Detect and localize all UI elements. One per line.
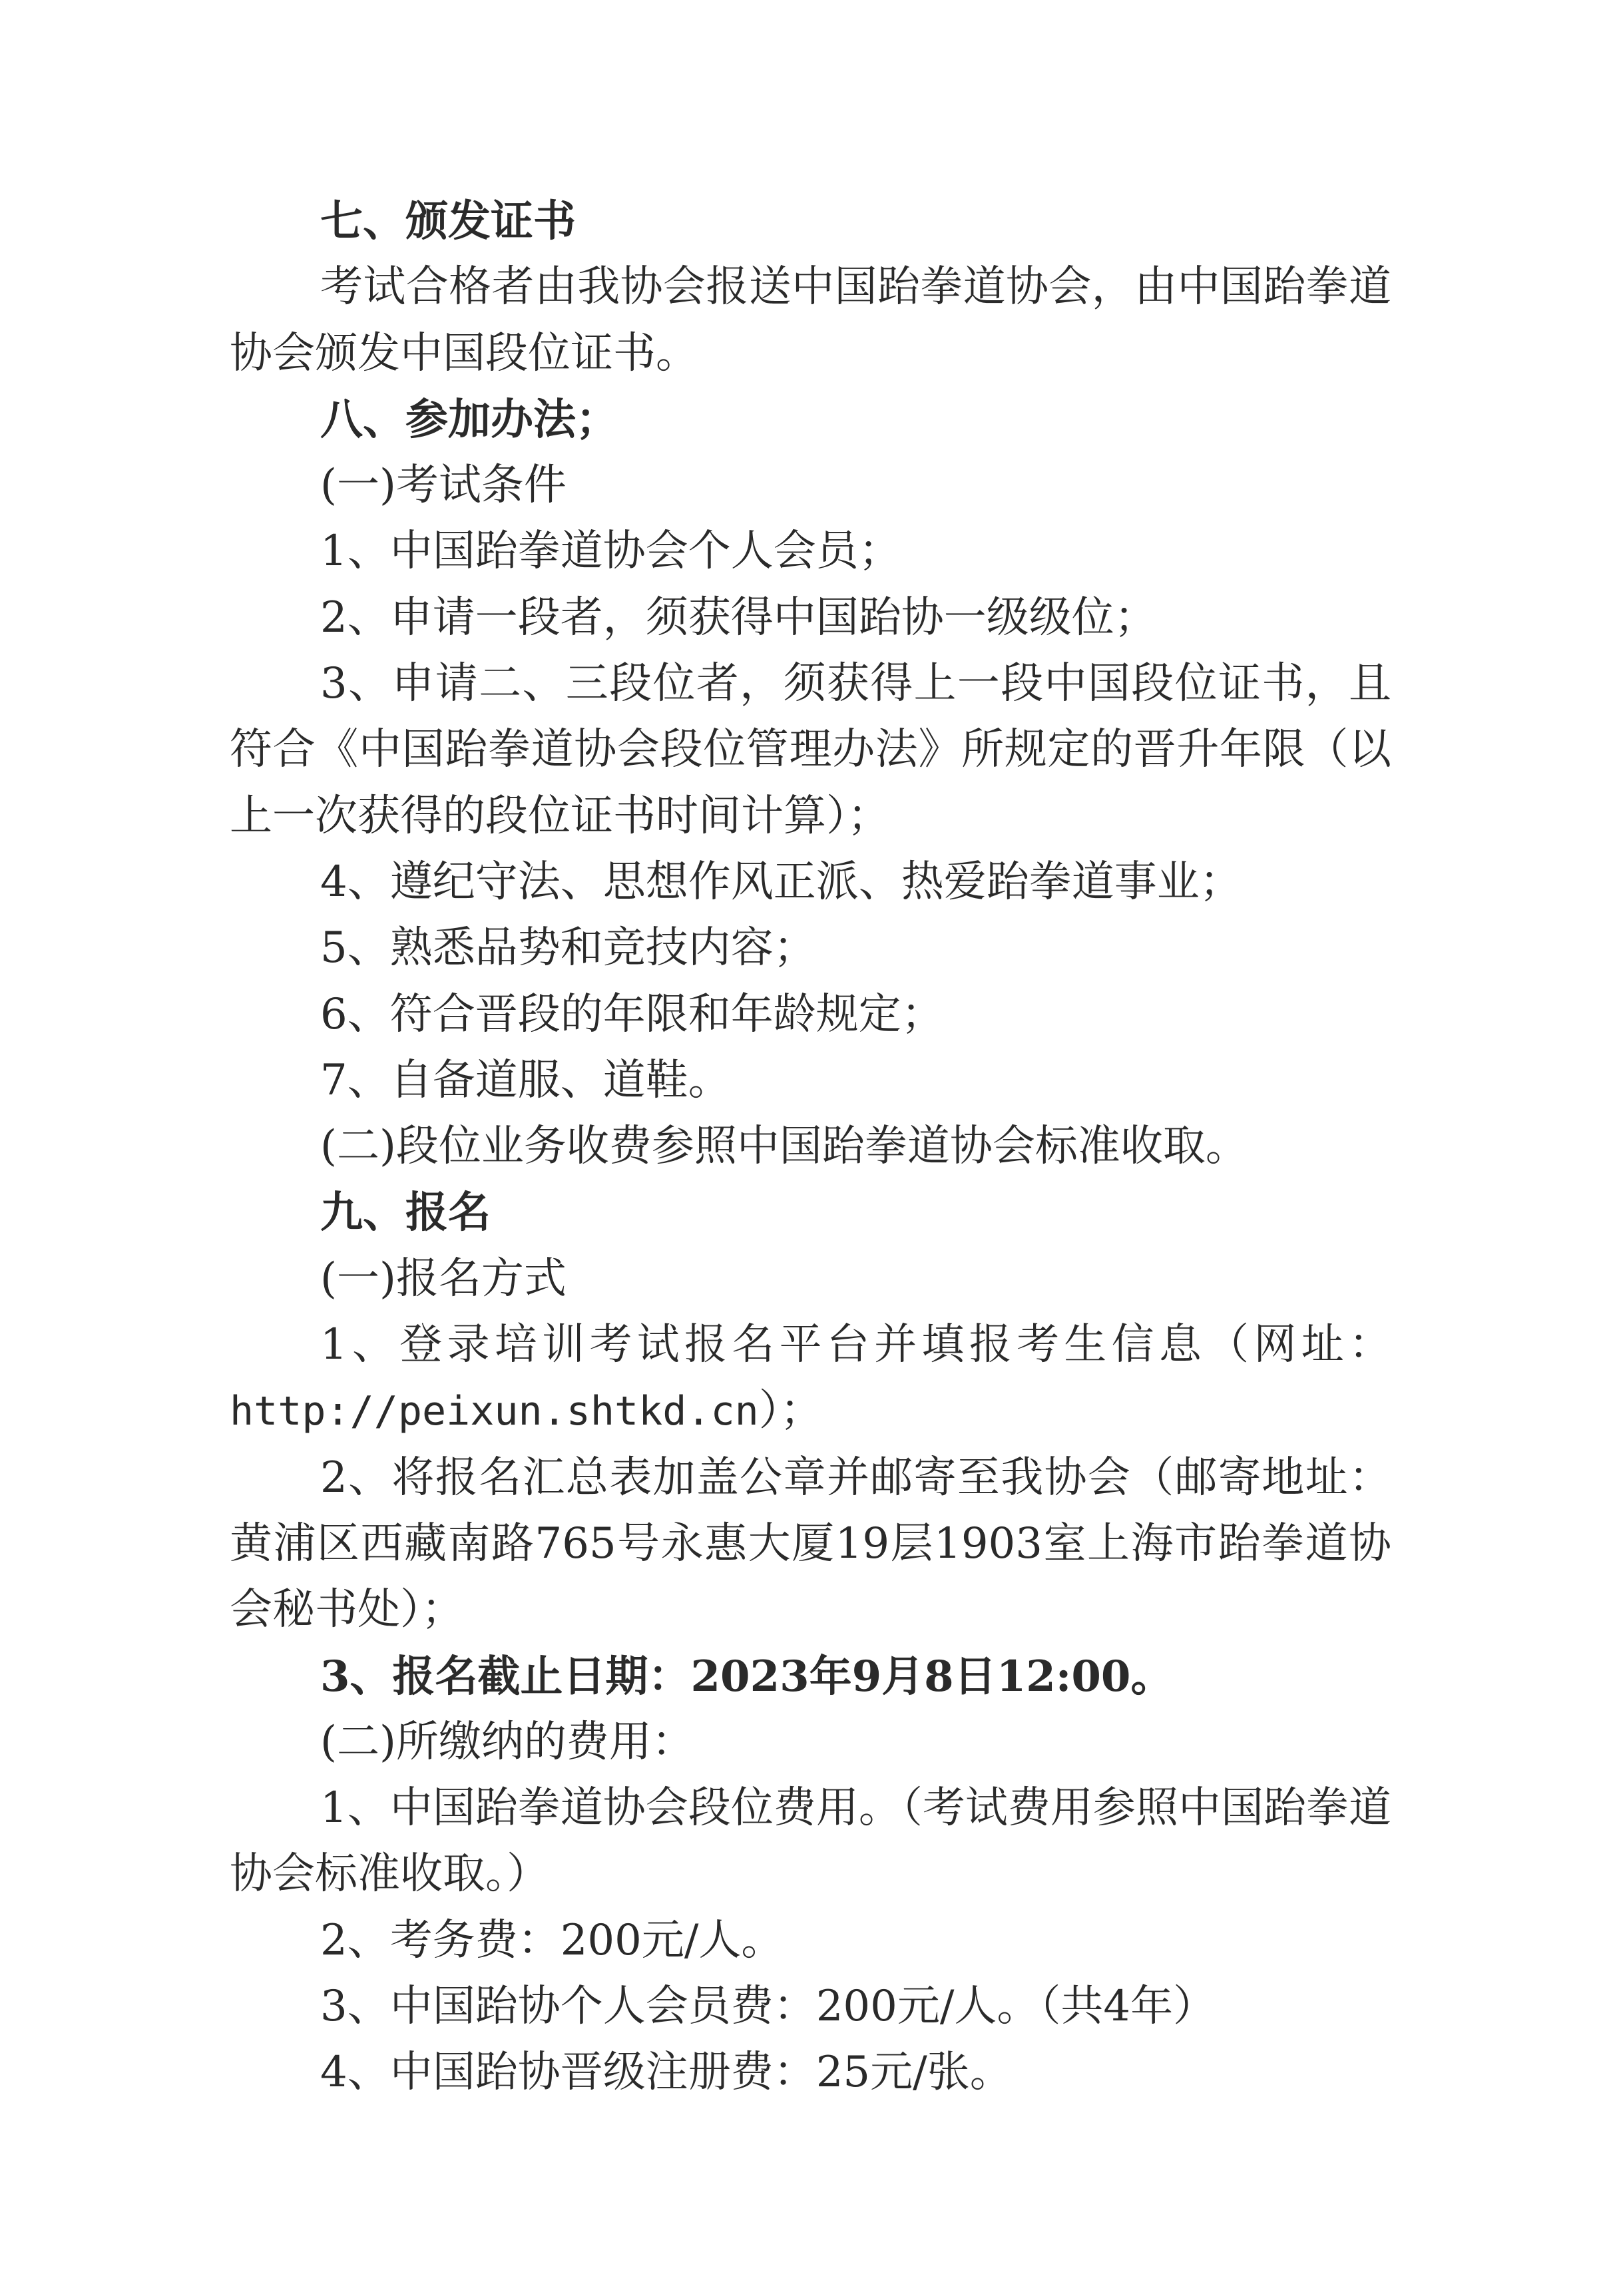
subheading-fees: (二)所缴纳的费用： xyxy=(320,1717,694,1767)
fee-item: 4、中国跆协晋级注册费：25元/张。 xyxy=(320,2048,1013,2098)
condition-item: 3、申请二、三段位者，须获得上一段中国段位证书，且符合《中国跆拳道协会段位管理办法》所规定的晋升年限（以上一次获得的段位证书时间计算）； xyxy=(230,659,1391,841)
registration-item xyxy=(230,1312,1391,1445)
fee-item: 1、中国跆拳道协会段位费用。（考试费用参照中国跆拳道协会标准收取。） xyxy=(230,1783,1391,1899)
subheading-exam-conditions: (一)考试条件 xyxy=(320,461,567,511)
registration-url-link[interactable]: http://peixun.shtkd.cn xyxy=(230,1388,759,1435)
condition-item: 2、申请一段者，须获得中国跆协一级级位； xyxy=(320,592,1157,642)
section-heading-9: 九、报名 xyxy=(320,1188,491,1238)
section-7-paragraph: 考试合格者由我协会报送中国跆拳道协会，由中国跆拳道协会颁发中国段位证书。 xyxy=(230,262,1391,378)
condition-item: 7、自备道服、道鞋。 xyxy=(320,1055,731,1105)
registration-deadline: 3、报名截止日期：2023年9月8日12:00。 xyxy=(320,1651,1174,1702)
condition-item: 4、遵纪守法、思想作风正派、热爱跆拳道事业； xyxy=(320,857,1242,907)
fee-item: 2、考务费：200元/人。 xyxy=(320,1915,784,1965)
condition-item: 6、符合晋段的年限和年龄规定； xyxy=(320,989,944,1039)
section-heading-7: 七、颁发证书 xyxy=(320,196,576,246)
subheading-fee-standard: (二)段位业务收费参照中国跆拳道协会标准收取。 xyxy=(320,1122,1248,1172)
registration-item: 2、将报名汇总表加盖公章并邮寄至我协会（邮寄地址：黄浦区西藏南路765号永惠大厦19层1903室上海市跆拳道协会秘书处）； xyxy=(230,1453,1391,1635)
subheading-registration-method: (一)报名方式 xyxy=(320,1254,567,1303)
condition-item: 1、中国跆拳道协会个人会员； xyxy=(320,527,901,576)
document-body xyxy=(230,188,1391,2106)
section-heading-8: 八、参加办法； xyxy=(320,394,618,445)
condition-item: 5、熟悉品势和竞技内容； xyxy=(320,923,816,973)
registration-item-text: ）； xyxy=(758,1386,823,1436)
fee-item: 3、中国跆协个人会员费：200元/人。（共4年） xyxy=(320,1982,1216,2032)
registration-item-text: 1、登录培训考试报名平台并填报考生信息（网址： xyxy=(320,1320,1391,1370)
